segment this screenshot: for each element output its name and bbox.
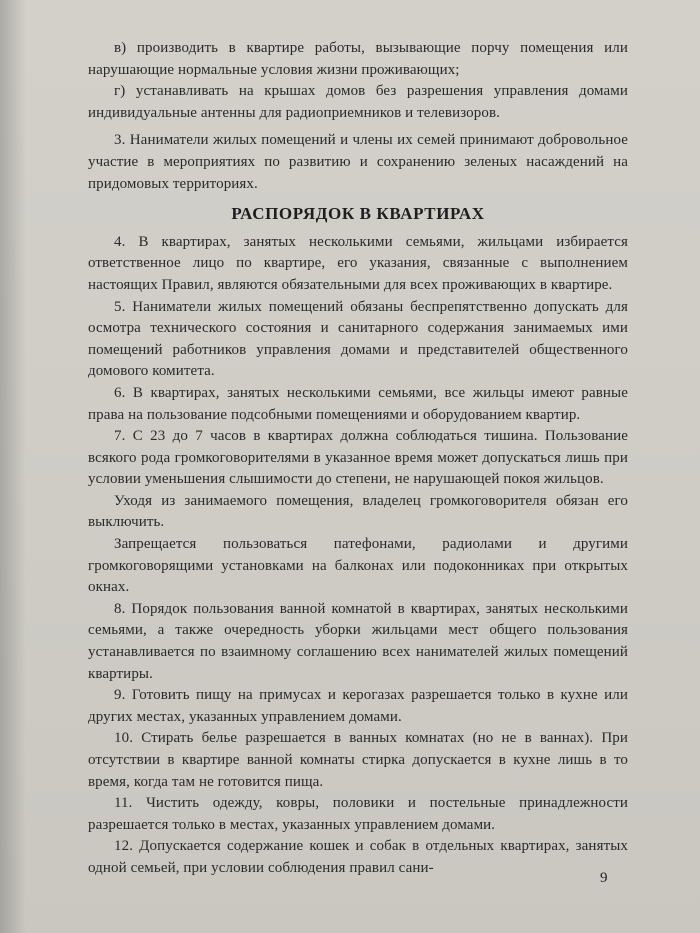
paragraph-g: г) устанавливать на крышах домов без разрешения управления домами индивидуальные антенны для радиоприемников и телевизоров.: [88, 83, 628, 121]
paragraph-3: 3. Наниматели жилых помещений и члены их семей принимают добровольное участие в мероприятиях по развитию и сохранению зеленых насаждений на придомовых территориях.: [88, 132, 628, 192]
paragraph-7-speaker-off: Уходя из занимаемого помещения, владелец громкоговорителя обязан его выключить.: [88, 492, 628, 531]
paragraph-7-prohibition: Запрещается пользоваться патефонами, радиолами и другими громкоговорящими установками на балконах или подоконниках при открытых окнах.: [88, 536, 628, 596]
document-text: [88, 38, 628, 880]
paragraph-10: 10. Стирать белье разрешается в ванных комнатах (но не в ваннах). При отсутствии в квартире ванной комнаты стирка допускается в кухне лишь в то время, когда там не готовится пища.: [88, 730, 628, 790]
paragraph-6: 6. В квартирах, занятых несколькими семьями, все жильцы имеют равные права на пользование подсобными помещениями и оборудованием квартир.: [88, 384, 628, 423]
page-number: 9: [600, 870, 608, 886]
paragraph-v: в) производить в квартире работы, вызывающие порчу помещения или нарушающие нормальные условия жизни проживающих;: [88, 40, 628, 78]
paragraph-7: 7. С 23 до 7 часов в квартирах должна соблюдаться тишина. Пользование всякого рода громкоговорителями в указанное время может допускаться лишь при условии уменьшения слышимости до степени, не нарушающей покоя жильцов.: [88, 428, 628, 488]
paragraph-5: 5. Наниматели жилых помещений обязаны беспрепятственно допускать для осмотра технического состояния и санитарного содержания занимаемых ими помещений работников управления домами и представителей общественного домового комитета.: [88, 298, 628, 380]
paragraph-4: 4. В квартирах, занятых несколькими семьями, жильцами избирается ответственное лицо по квартире, его указания, связанные с выполнением настоящих Правил, являются обязательными для всех проживающих в квартире.: [88, 233, 628, 293]
section-title: РАСПОРЯДОК В КВАРТИРАХ: [231, 204, 485, 224]
paragraph-9: 9. Готовить пищу на примусах и керогазах разрешается только в кухне или других местах, указанных управлением домами.: [88, 687, 628, 725]
page-edge-shadow: [0, 0, 26, 933]
paragraph-11: 11. Чистить одежду, ковры, половики и постельные принадлежности разрешается только в местах, указанных управлением домами.: [88, 795, 628, 833]
paragraph-8: 8. Порядок пользования ванной комнатой в квартирах, занятых несколькими семьями, а также очередность уборки жильцами мест общего пользования устанавливается по взаимному соглашению всех нанимателей жилых помещений квартиры.: [88, 600, 628, 682]
paragraph-12: 12. Допускается содержание кошек и собак в отдельных квартирах, занятых одной семьей, при условии соблюдения правил сани-: [88, 838, 628, 876]
